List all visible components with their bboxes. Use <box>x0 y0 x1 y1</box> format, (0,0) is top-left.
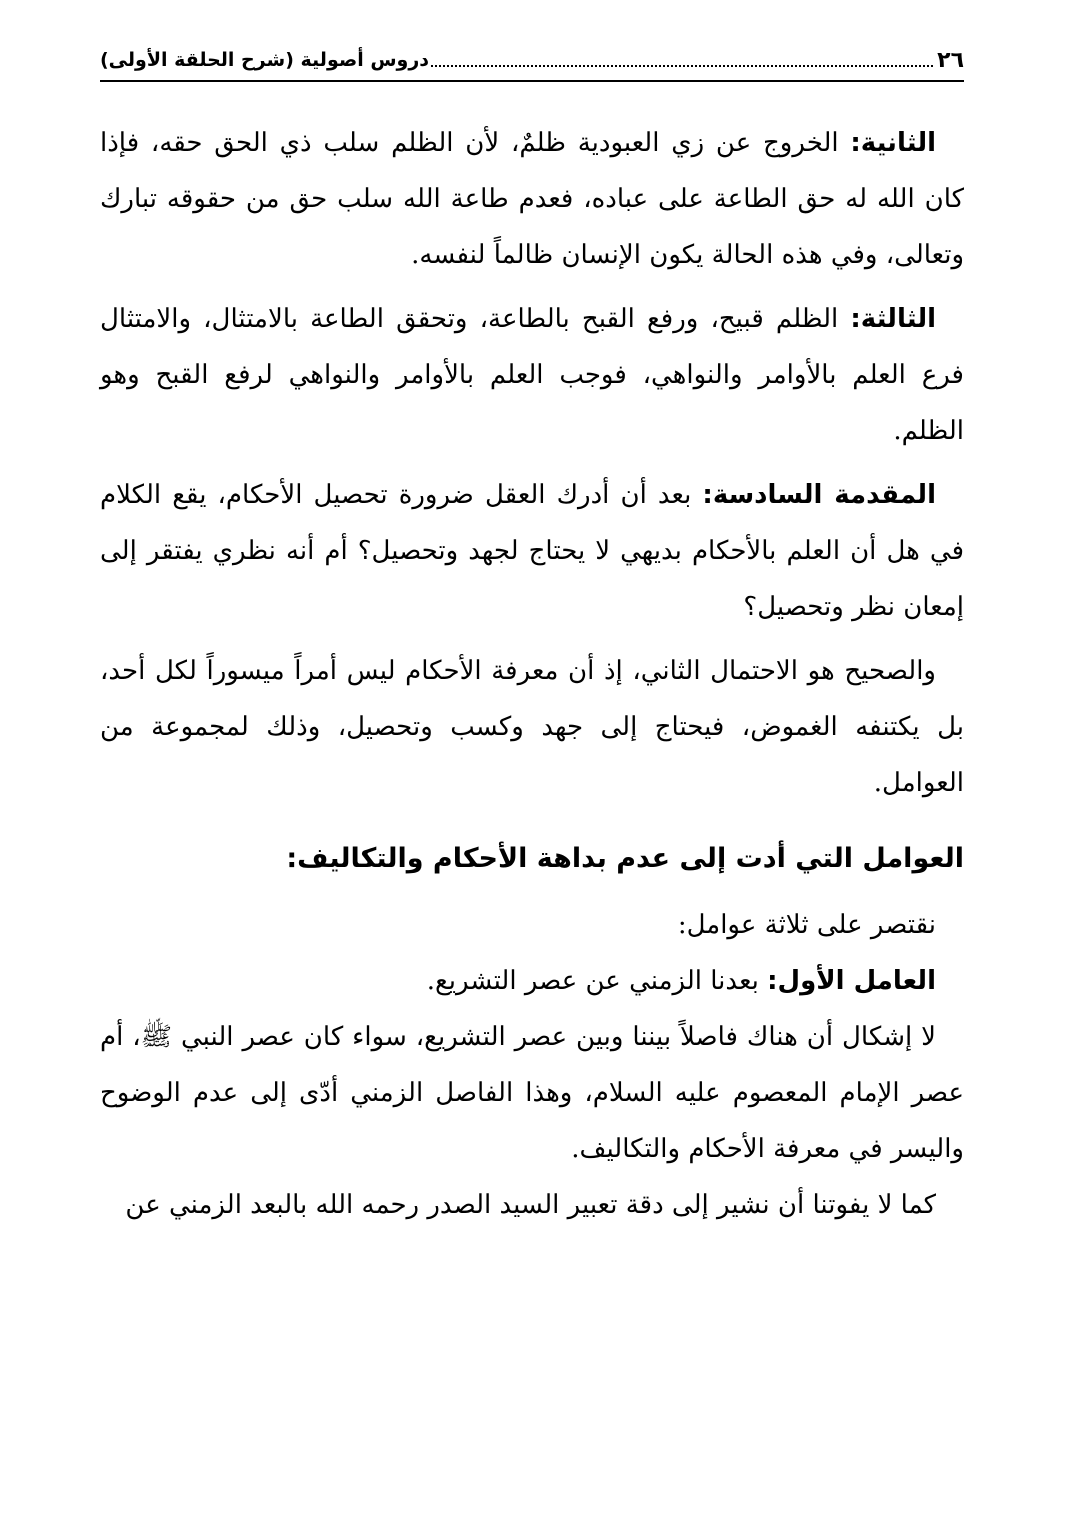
paragraph-text: بعد أن أدرك العقل ضرورة تحصيل الأحكام، يقع الكلام في هل أن العلم بالأحكام بديهي لا يحتاج لجهد وتحصيل؟ أم أنه نظري يفتقر إلى إمعان نظر وتحصيل؟ <box>100 480 964 622</box>
paragraph-lead: الثانية: <box>850 128 936 158</box>
paragraph-sadr-note <box>100 1177 964 1233</box>
paragraph-first-factor <box>100 953 964 1009</box>
paragraph-lead: المقدمة السادسة: <box>702 480 936 510</box>
running-header <box>100 40 964 82</box>
paragraph-lead: العامل الأول: <box>767 966 936 996</box>
header-dot-leader <box>431 65 933 67</box>
paragraph-text: الظلم قبيح، ورفع القبح بالطاعة، وتحقق الطاعة بالامتثال، والامتثال فرع العلم بالأوامر والنواهي، فوجب العلم بالأوامر والنواهي لرفع القبح وهو الظلم. <box>100 304 964 446</box>
paragraph-lead: الثالثة: <box>850 304 936 334</box>
paragraph-time-gap <box>100 1009 964 1177</box>
paragraph-factors-intro <box>100 897 964 953</box>
paragraph-text: بعدنا الزمني عن عصر التشريع. <box>426 966 768 996</box>
paragraph-text: والصحيح هو الاحتمال الثاني، إذ أن معرفة الأحكام ليس أمراً ميسوراً لكل أحد، بل يكتنفه الغموض، فيحتاج إلى جهد وكسب وتحصيل، وذلك لمجموعة من العوامل. <box>100 656 964 798</box>
paragraph-text: الخروج عن زي العبودية ظلمٌ، لأن الظلم سلب ذي الحق حقه، فإذا كان الله له حق الطاعة على عباده، فعدم طاعة الله سلب حق من حقوقه تبارك وتعالى، وفي هذه الحالة يكون الإنسان ظالماً لنفسه. <box>100 128 964 270</box>
paragraph-sixth-premise <box>100 467 964 635</box>
paragraph-text: نقتصر على ثلاثة عوامل: <box>677 910 936 940</box>
paragraph-second-point <box>100 115 964 283</box>
page-number: ٢٦ <box>937 47 964 73</box>
page-body <box>100 115 964 1233</box>
running-title: دروس أصولية (شرح الحلقة الأولى) <box>100 49 430 71</box>
paragraph-correct-view <box>100 643 964 811</box>
paragraph-text: لا إشكال أن هناك فاصلاً بيننا وبين عصر التشريع، سواء كان عصر النبي ﷺ، أم عصر الإمام المعصوم عليه السلام، وهذا الفاصل الزمني أدّى إلى عدم الوضوح واليسر في معرفة الأحكام والتكاليف. <box>100 1022 964 1164</box>
section-heading: العوامل التي أدت إلى عدم بداهة الأحكام والتكاليف: <box>286 843 964 874</box>
paragraph-text: كما لا يفوتنا أن نشير إلى دقة تعبير السيد الصدر رحمه الله بالبعد الزمني عن <box>125 1190 936 1220</box>
paragraph-third-point <box>100 291 964 459</box>
